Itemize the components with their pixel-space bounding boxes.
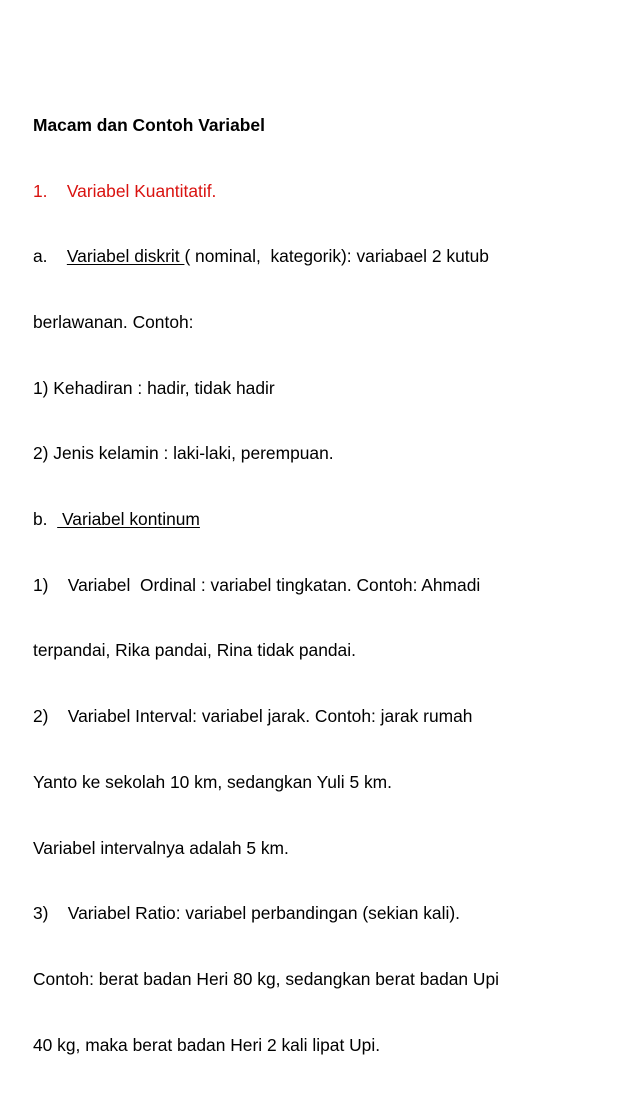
text-line: berlawanan. Contoh: <box>33 311 194 332</box>
heading-text: Variabel Kuantitatif. <box>66 180 217 201</box>
text-line: 3) Variabel Ratio: variabel perbandingan (sekian kali). <box>33 903 460 924</box>
text-line: Variabel intervalnya adalah 5 km. <box>33 837 289 858</box>
text-line: 2) Jenis kelamin : laki-laki, perempuan. <box>33 443 334 464</box>
slide-title: Macam dan Contoh Variabel <box>33 114 265 135</box>
discrete-variable-desc: ( nominal, kategorik): variabael 2 kutub <box>184 246 489 267</box>
text-line: 40 kg, maka berat badan Heri 2 kali lipat Upi. <box>33 1034 381 1055</box>
text-line: 1) Variabel Ordinal : variabel tingkatan. Contoh: Ahmadi <box>33 574 481 595</box>
item-letter-b: b. <box>33 509 58 530</box>
heading-quantitative-variable <box>33 181 623 203</box>
discrete-variable-line <box>33 246 623 268</box>
text-line: Yanto ke sekolah 10 km, sedangkan Yuli 5 km. <box>33 771 392 792</box>
slide-content <box>33 71 623 1100</box>
text-line: 1) Kehadiran : hadir, tidak hadir <box>33 377 275 398</box>
heading-number: 1. <box>33 180 67 201</box>
text-line: Contoh: berat badan Heri 80 kg, sedangkan berat badan Upi <box>33 968 500 989</box>
text-line: terpandai, Rika pandai, Rina tidak pandai. <box>33 640 356 661</box>
text-line: 2) Variabel Interval: variabel jarak. Contoh: jarak rumah <box>33 706 473 727</box>
item-letter-a: a. <box>33 246 67 267</box>
discrete-variable-term: Variabel diskrit <box>66 246 185 267</box>
continuous-variable-line <box>33 509 623 531</box>
continuous-variable-term: Variabel kontinum <box>57 509 200 530</box>
